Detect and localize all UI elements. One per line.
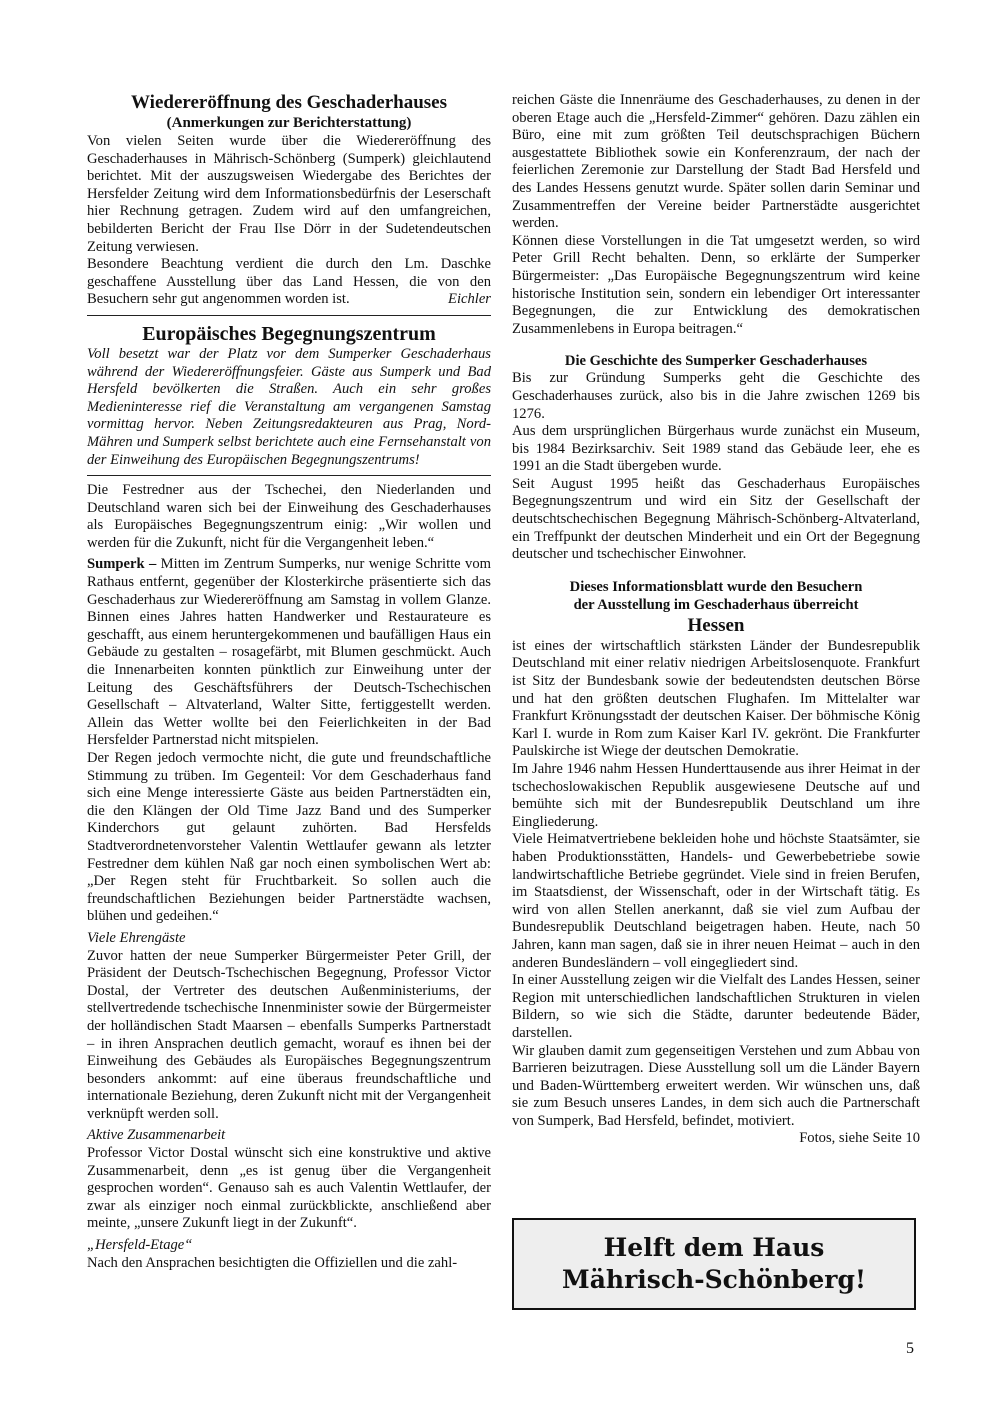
paragraph: Besondere Beachtung verdient die durch den Lm. Daschke geschaffene Ausstellung über das Land Hessen, die von den Besuchern sehr gut angenommen worden ist. [87,256,491,308]
paragraph: Zuvor hatten der neue Sumperker Bürgermeister Peter Grill, der Präsident der Deutsch-Tschechischen Begegnung, Professor Victor Dostal, der Vertreter des deutschen Außenministeriums, der stellvertredende tschechische Innenminister sowie der Bürgermeister der holländischen Stadt Maarsen – ebenfalls Sumperks Partnerstadt – in ihren Ansprachen deutlich gemacht, worauf es ihnen bei der Einweihung des Gebäudes als Europäisches Begegnungszentrum besonders ankommt: auf eine überaus freundschaftliche und internationale Beziehung, deren Zukunft nicht mit der Vergangenheit verknüpft werden soll. [87,947,491,1122]
paragraph: Von vielen Seiten wurde über die Wiedereröffnung des Geschaderhauses in Mährisch-Schönberg (Sumperk) gleichlautend berichtet. Mit der auszugsweisen Wiedergabe des Berichtes der Hersfelder Zeitung wird dem Informationsbedürfnis der Leserschaft hier Rechnung getragen. Zudem wird auf den umfangreichen, bebilderten Bericht der Frau Ilse Dörr in der Sudetendeutschen Zeitung verwiesen. [87,133,491,255]
dateline: Sumperk – [87,556,157,573]
page-number: 5 [906,1340,914,1357]
signed-paragraph [87,256,491,309]
appeal-line-1: Helft dem Haus [603,1233,825,1262]
paragraph: Können diese Vorstellungen in die Tat umgesetzt werden, so wird Peter Grill Recht behalten. Denn, so erklärte der Sumperker Bürgermeister: „Das Europäische Begegnungszentrum wird keine historische Institution sein, sondern ein lebendiger Ort interessanter Begegnungen, die zur Entwicklung des demokratischen Zusammenlebens in Europa beitragen.“ [512,232,920,337]
paragraph: Viele Heimatvertriebene bekleiden hohe und höchste Staatsämter, sie haben Produktionsstätten, Handels- und Gewerbebetriebe sowie landwirtschaftliche Betriebe gegründet. Viele sind in freien Berufen, im Staatsdienst, der Wissenschaft, oder in der Wirtschaft tätig. Es wird von allen Stellen anerkannt, daß sie viel zum Aufbau der Bundesrepublik Deutschland beigetragen haben. Heute, nach 50 Jahren, kann man sagen, daß sie in ihrer neuen Heimat – auch in den anderen Bundesländern – voll eingegliedert sind. [512,831,920,971]
paragraph: Bis zur Gründung Sumperks geht die Geschichte des Geschaderhauses zurück, also bis in die Jahre zwischen 1269 bis 1276. [512,370,920,422]
paragraph: Die Festredner aus der Tschechei, den Niederlanden und Deutschland waren sich bei der Einweihung des Geschaderhauses als Europäisches Begegnungszentrum einig: „Wir wollen und werden für die Zukunft, nicht für die Vergangenheit leben.“ [87,482,491,551]
intro-paragraph: Voll besetzt war der Platz vor dem Sumperker Geschaderhaus während der Wiedereröffnungsfeier. Gäste aus Sumperk und Bad Hersfeld bevölkerten die Straßen. Auch ein sehr großes Medieninteresse rief die Veranstaltung am vergangenen Samstag vormittag hervor. Neben Zeitungsredakteuren aus Prag, Nord-Mähren und Sumperk selbst berichtete auch eine Fernsehanstalt von der Einweihung des Europäischen Begegnungszentrums! [87,345,491,468]
paragraph: Im Jahre 1946 nahm Hessen Hunderttausende aus ihrer Heimat in der tschechoslowakischen Republik ausgewiesene Deutsche auf und bemühte sich mit der Bundesrepublik Deutschland um ihre Eingliederung. [512,761,920,830]
divider [87,315,491,316]
divider [87,475,491,476]
left-column [87,92,491,1272]
section-heading: Die Geschichte des Sumperker Geschaderhauses [564,353,868,370]
article-title: Wiedereröffnung des Geschaderhauses [131,92,447,113]
photo-reference: Fotos, siehe Seite 10 [799,1130,920,1147]
appeal-line-2: Mährisch-Schönberg! [562,1265,866,1294]
paragraph: Wir glauben damit zum gegenseitigen Verstehen und zum Abbau von Barrieren beizutragen. Diese Ausstellung soll um die Länder Bayern und Baden-Württemberg erweitert werden. Wir wünschen uns, daß sie zum Besuch unseres Landes, in dem sich auch die Partnerschaft von Sumperk, Bad Hersfeld, befindet, motiviert. [512,1042,920,1129]
author-signature: Eichler [448,291,491,308]
paragraph-text: Mitten im Zentrum Sumperks, nur wenige Schritte vom Rathaus entfernt, gegenüber der Klosterkirche präsentierte sich das Geschaderhaus zur Wiedereröffnung am Samstag in vollem Glanze. Binnen eines Jahres hatten Handwerker und Restaurateure es geschafft, aus einem heruntergekommenen und baufälligen Haus ein Gebäude zu gestalten – rosagefärbt, mit Blumen geschmückt. Auch die Innenarbeiten konnten pünktlich zur Einweihung unter der Leitung des Geschäftsführers der Deutsch-Tschechischen Gesellschaft – Altvaterland, Walter Sitte, fertiggestellt werden. Allein das Wetter wollte bei den Feierlichkeiten in der Bad Hersfelder Partnerstad nicht mitspielen. [87,556,491,749]
paragraph: Nach den Ansprachen besichtigten die Offiziellen und die zahl- [87,1254,458,1271]
section-heading-line-2: der Ausstellung im Geschaderhaus überreicht [573,596,859,613]
paragraph: Professor Victor Dostal wünscht sich eine konstruktive und aktive Zusammenarbeit, denn „es ist genug über die Vergangenheit gesprochen worden“. Genauso sah es auch Valentin Wettlaufer, der zwar als einziger noch einmal zurückblickte, anschließend aber meinte, „unsere Zukunft liegt in der Zukunft“. [87,1145,491,1232]
section-title: Europäisches Begegnungszentrum [142,322,436,345]
subheading: „Hersfeld-Etage“ [87,1237,193,1254]
section-heading-line-1: Dieses Informationsblatt wurde den Besuchern [569,578,863,595]
subheading: Viele Ehrengäste [87,929,186,946]
subheading: Aktive Zusammenarbeit [87,1127,226,1144]
paragraph: Aus dem ursprünglichen Bürgerhaus wurde zunächst ein Museum, bis 1984 Bezirksarchiv. Seit 1989 stand das Gebäude leer, ehe es 1991 an die Stadt übergeben wurde. [512,423,920,475]
paragraph: ist eines der wirtschaftlich stärksten Länder der Bundesrepublik Deutschland mit einer relativ niedrigen Arbeitslosenquote. Frankfurt ist Sitz der Bundesbank sowie der bedeutendsten deutschen Börse und hat den größten deutschen Flughafen. Im Mittelalter war Frankfurt Krönungsstadt der deutschen Kaiser. Der böhmische König Karl I. wurde in Rom zum Kaiser Karl IV. gekrönt. Die Frankfurter Paulskirche ist Wiege der deutschen Demokratie. [512,637,920,760]
right-column [512,92,920,1148]
appeal-box [512,1218,916,1310]
paragraph: In einer Ausstellung zeigen wir die Vielfalt des Landes Hessen, seiner Region mit unterschiedlichen landschaftlichen Strukturen in vielen Bildern, so wie sich die Städte, darunter bedeutende Bäder, darstellen. [512,972,920,1041]
article-subtitle: (Anmerkungen zur Berichterstattung) [166,115,412,131]
paragraph: reichen Gäste die Innenräume des Geschaderhauses, zu denen in der oberen Etage auch die „Hersfeld-Zimmer“ gehören. Dazu zählen ein Büro, eine mit zum größten Teil deutschsprachigen Büchern ausgestattete Bibliothek sowie ein Konferenzraum, der nach der feierlichen Zeremonie zur Darstellung der Stadt Bad Hersfeld und des Landes Hessens genutzt wurde. Später sollen darin Seminar und Zusammentreffen der Vereine beider Partnerstädte ausgerichtet werden. [512,92,920,232]
paragraph [87,556,491,750]
hessen-heading: Hessen [687,614,745,636]
paragraph: Der Regen jedoch vermochte nicht, die gute und freundschaftliche Stimmung zu trüben. Im Gegenteil: Vor dem Geschaderhaus fand sich eine Menge interessierte Gäste aus beiden Partnerstädten ein, die den Klängen der Old Time Jazz Band und des Sumperker Kinderchors gut gelaunt zuhörten. Bad Hersfelds Stadtverordnetenvorsteher Valentin Wettlaufer gewann als letzter Festredner dem kühlen Naß gar noch einen symbolischen Wert ab: „Der Regen steht für Fruchtbarkeit. So sollen auch die freundschaftlichen Beziehungen beider Partnerstädte wachsen, blühen und gedeihen.“ [87,750,491,925]
paragraph: Seit August 1995 heißt das Geschaderhaus Europäisches Begegnungszentrum und wird ein Sitz der Gesellschaft der deutschtschechischen Begegnung Mährisch-Schönberg-Altvaterland, ein Treffpunkt der deutschen Minderheit und ein Ort der Begegnung deutscher und tschechischer Einwohner. [512,475,920,563]
